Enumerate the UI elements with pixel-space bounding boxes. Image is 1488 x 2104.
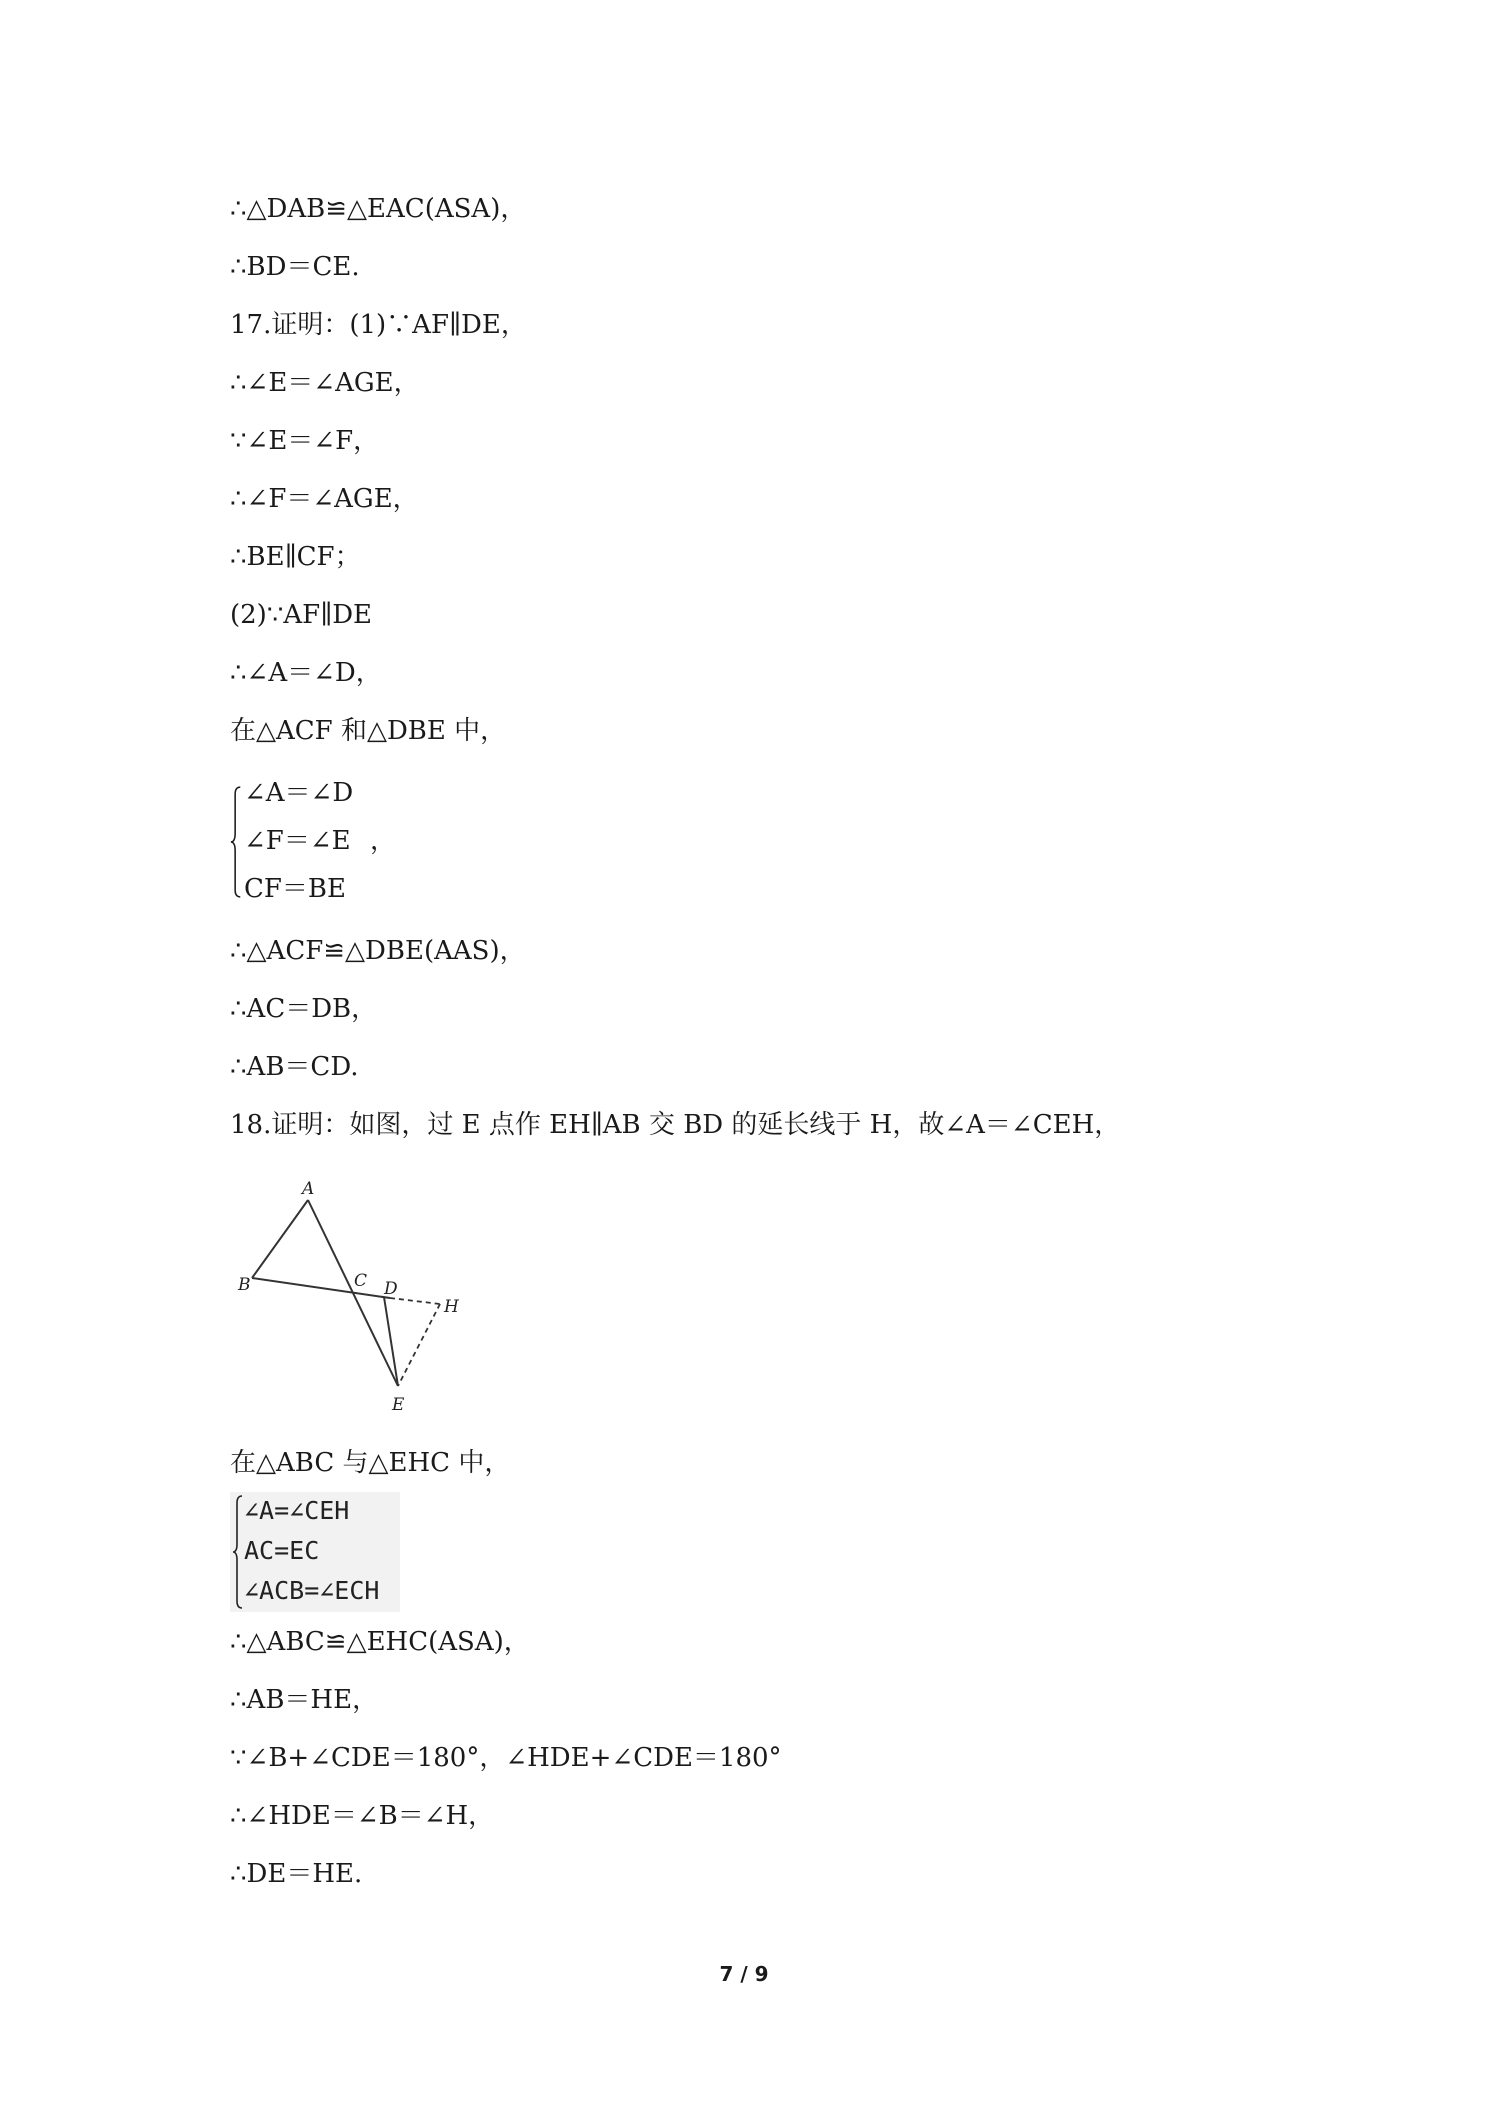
proof-line: ∴DE＝HE.: [230, 1859, 363, 1889]
proof-line: ∴AB＝HE，: [230, 1685, 379, 1715]
proof-line: 在△ACF 和△DBE 中，: [230, 716, 507, 746]
system-row: ∠ACB=∠ECH: [244, 1576, 380, 1605]
segment-ab: [252, 1200, 308, 1278]
segment-bd: [252, 1278, 390, 1298]
proof-line: ∴∠A＝∠D，: [230, 658, 382, 688]
proof-line: (2)∵AF∥DE: [230, 600, 373, 630]
point-label-d: D: [384, 1279, 398, 1299]
equation-system-18-image: [230, 1492, 400, 1612]
system-row: ∠A＝∠D: [244, 778, 354, 808]
point-label-c: C: [354, 1271, 368, 1291]
point-label-e: E: [392, 1395, 405, 1415]
proof-line: ∴△ACF≌△DBE(AAS)，: [230, 936, 526, 966]
left-brace-icon: [230, 776, 242, 908]
proof-line: ∵∠E＝∠F，: [230, 426, 380, 456]
system-trailing-comma: ，: [370, 826, 397, 856]
proof-line: ∴∠HDE＝∠B＝∠H，: [230, 1801, 495, 1831]
point-label-a: A: [302, 1179, 315, 1199]
segment-he-dashed: [398, 1304, 440, 1386]
proof-line: ∴BD＝CE.: [230, 252, 360, 282]
proof-line: ∴∠F＝∠AGE，: [230, 484, 419, 514]
system-row: AC=EC: [244, 1536, 320, 1565]
point-label-h: H: [444, 1297, 459, 1317]
proof-line: ∴BE∥CF；: [230, 542, 361, 572]
proof-line: ∴AC＝DB，: [230, 994, 378, 1024]
proof-line: ∴AB＝CD.: [230, 1052, 359, 1082]
proof-line: ∴∠E＝∠AGE，: [230, 368, 420, 398]
equation-system-17: [230, 776, 650, 916]
proof-line: ∵∠B+∠CDE＝180°，∠HDE+∠CDE＝180°: [230, 1743, 782, 1773]
system-row: ∠A=∠CEH: [244, 1496, 350, 1525]
problem-17-heading: 17.证明：(1)∵AF∥DE，: [230, 310, 527, 340]
problem-18-heading: 18.证明：如图，过 E 点作 EH∥AB 交 BD 的延长线于 H，故∠A＝∠CEH，: [230, 1110, 1121, 1140]
proof-line: ∴△ABC≌△EHC(ASA)，: [230, 1627, 530, 1657]
proof-line: ∴△DAB≌△EAC(ASA)，: [230, 194, 527, 224]
page-number: 7 / 9: [719, 1962, 769, 1986]
system-row: ∠F＝∠E: [244, 826, 351, 856]
left-brace-icon: [232, 1494, 244, 1610]
proof-line: 在△ABC 与△EHC 中，: [230, 1448, 511, 1478]
geometry-figure: [230, 1178, 490, 1418]
system-row: CF＝BE: [244, 874, 347, 904]
point-label-b: B: [238, 1275, 251, 1295]
